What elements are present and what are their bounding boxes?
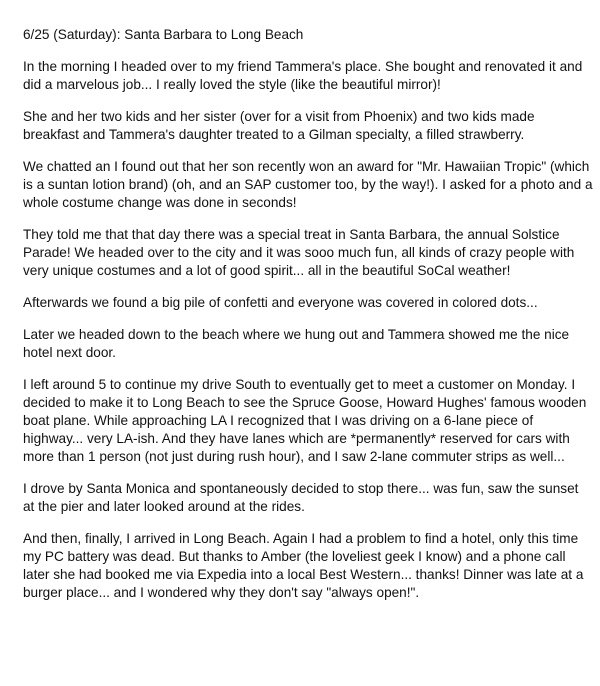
paragraph-solstice-parade: They told me that that day there was a special treat in Santa Barbara, the annual Solstice Parade! We headed over to the city and it was sooo much fun, all kinds of crazy people with very unique costumes and a lot of good spirit... all in the beautiful SoCal weather! [23, 227, 575, 278]
entry-title: 6/25 (Saturday): Santa Barbara to Long Beach [23, 27, 304, 42]
paragraph-hawaiian-tropic: We chatted an I found out that her son recently won an award for "Mr. Hawaiian Tropic" (which is a suntan lotion brand) (oh, and an SAP customer too, by the way!). I asked for a photo and a whole costume change was done in seconds! [23, 159, 593, 210]
document-body [23, 26, 593, 616]
paragraph-beach: Later we headed down to the beach where we hung out and Tammera showed me the nice hotel next door. [23, 327, 570, 360]
paragraph-santa-monica: I drove by Santa Monica and spontaneously decided to stop there... was fun, saw the sunset at the pier and later looked around at the rides. [23, 481, 579, 514]
paragraph-breakfast: She and her two kids and her sister (over for a visit from Phoenix) and two kids made breakfast and Tammera's daughter treated to a Gilman specialty, a filled strawberry. [23, 109, 535, 142]
paragraph-long-beach: And then, finally, I arrived in Long Beach. Again I had a problem to find a hotel, only this time my PC battery was dead. But thanks to Amber (the loveliest geek I know) and a phone call later she had booked me via Expedia into a local Best Western... thanks! Dinner was late at a burger place... and I wondered why they don't say "always open!". [23, 531, 584, 600]
paragraph-confetti: Afterwards we found a big pile of confetti and everyone was covered in colored dots... [23, 295, 538, 310]
paragraph-drive-south: I left around 5 to continue my drive South to eventually get to meet a customer on Monday. I decided to make it to Long Beach to see the Spruce Goose, Howard Hughes' famous wooden boat plane. While approaching LA I recognized that I was driving on a 6-lane piece of highway... very LA-ish. And they have lanes which are *permanently* reserved for cars with more than 1 person (not just during rush hour), and I saw 2-lane commuter strips as well... [23, 377, 587, 464]
paragraph-tammeras-place: In the morning I headed over to my friend Tammera's place. She bought and renovated it and did a marvelous job... I really loved the style (like the beautiful mirror)! [23, 59, 583, 92]
